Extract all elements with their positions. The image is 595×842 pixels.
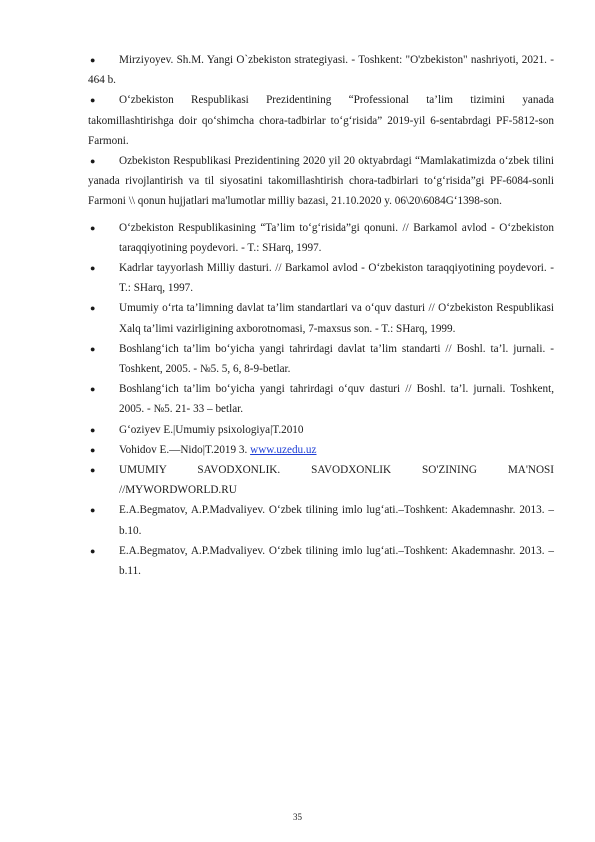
reference-item bbox=[88, 379, 554, 419]
reference-text: O‘zbekiston Respublikasi Prezidentining “Professional ta’lim tizimini yanada takomillashtirishga doir qo‘shimcha chora-tadbirlar to‘g‘risida” 2019-yil 6-sentabrdagi PF-5812-son Farmoni. bbox=[88, 94, 554, 147]
reference-group-literature bbox=[88, 218, 554, 582]
bullet-icon: ● bbox=[90, 444, 96, 455]
reference-item bbox=[88, 298, 554, 338]
reference-text: Kadrlar tayyorlash Milliy dasturi. // Barkamol avlod - O‘zbekiston taraqqiyotining poydevori. - T.: SHarq, 1997. bbox=[119, 262, 554, 295]
uzedu-link[interactable]: www.uzedu.uz bbox=[250, 443, 317, 456]
reference-text: Mirziyoyev. Sh.M. Yangi O`zbekiston strategiyasi. - Toshkent: "O'zbekiston" nashriyoti, 2021. - 464 b. bbox=[88, 54, 554, 87]
reference-list bbox=[88, 50, 554, 581]
reference-item bbox=[88, 258, 554, 298]
reference-text: Ozbekiston Respublikasi Prezidentining 2020 yil 20 oktyabrdagi “Mamlakatimizda o‘zbek tilini yanada rivojlantirish va til siyosatini takomillashtirish chora-tadbirlari to‘g‘risida”gi PF-6084-sonli Farmoni \\ qonun hujjatlari ma'lumotlar milliy bazasi, 21.10.2020 y. 06\20\6084G‘1398-son. bbox=[88, 155, 554, 208]
reference-item bbox=[88, 339, 554, 379]
reference-item bbox=[88, 541, 554, 581]
reference-text: G‘oziyev E.|Umumiy psixologiya|T.2010 bbox=[119, 423, 304, 436]
reference-text: Boshlang‘ich ta’lim bo‘yicha yangi tahrirdagi davlat ta’lim standarti // Boshl. ta’l. jurnali. - Toshkent, 2005. - №5. 5, 6, 8-9-betlar. bbox=[119, 342, 554, 376]
reference-text: Umumiy o‘rta ta’limning davlat ta’lim standartlari va o‘quv dasturi // O‘zbekiston Respublikasi Xalq ta’limi vazirligining axborotnomasi, 7-maxsus son. - T.: SHarq, 1999. bbox=[119, 302, 554, 335]
reference-item bbox=[88, 218, 554, 258]
bullet-icon: ● bbox=[90, 545, 96, 556]
reference-text: E.A.Begmatov, A.P.Madvaliyev. O‘zbek tilining imlo lug‘ati.–Toshkent: Akademnashr. 2013. – b.10. bbox=[119, 504, 554, 537]
reference-text: UMUMIY SAVODXONLIK. SAVODXONLIK SO'ZINING MA'NOSI //MYWORDWORLD.RU bbox=[119, 464, 554, 497]
reference-text: Vohidov E.—Nido|T.2019 3. bbox=[119, 443, 251, 456]
bullet-icon: ● bbox=[90, 156, 96, 167]
bullet-icon: ● bbox=[90, 303, 96, 314]
reference-group-legal bbox=[88, 50, 554, 212]
reference-item bbox=[88, 500, 554, 540]
bullet-icon: ● bbox=[90, 55, 96, 65]
reference-item bbox=[88, 90, 554, 151]
bullet-icon: ● bbox=[90, 384, 96, 395]
reference-item bbox=[88, 151, 554, 212]
bullet-icon: ● bbox=[90, 424, 96, 435]
reference-item bbox=[88, 440, 554, 460]
reference-text: E.A.Begmatov, A.P.Madvaliyev. O‘zbek tilining imlo lug‘ati.–Toshkent: Akademnashr. 2013. – b.11. bbox=[119, 544, 554, 578]
reference-item bbox=[88, 420, 554, 440]
reference-text: O‘zbekiston Respublikasining “Ta’lim to‘g‘risida”gi qonuni. // Barkamol avlod - O‘zbekiston taraqqiyotining poydevori. - T.: SHarq, 1997. bbox=[119, 221, 554, 254]
reference-text: Boshlang‘ich ta’lim bo‘yicha yangi tahrirdagi o‘quv dasturi // Boshl. ta’l. jurnali. Toshkent, 2005. - №5. 21- 33 – betlar. bbox=[119, 383, 554, 416]
bullet-icon: ● bbox=[90, 505, 96, 516]
bullet-icon: ● bbox=[90, 343, 96, 354]
reference-item bbox=[88, 50, 554, 90]
bullet-icon: ● bbox=[90, 263, 96, 274]
reference-item bbox=[88, 460, 554, 500]
page-number: 35 bbox=[293, 812, 302, 822]
bullet-icon: ● bbox=[90, 465, 96, 476]
bullet-icon: ● bbox=[90, 95, 96, 106]
bullet-icon: ● bbox=[90, 222, 96, 233]
